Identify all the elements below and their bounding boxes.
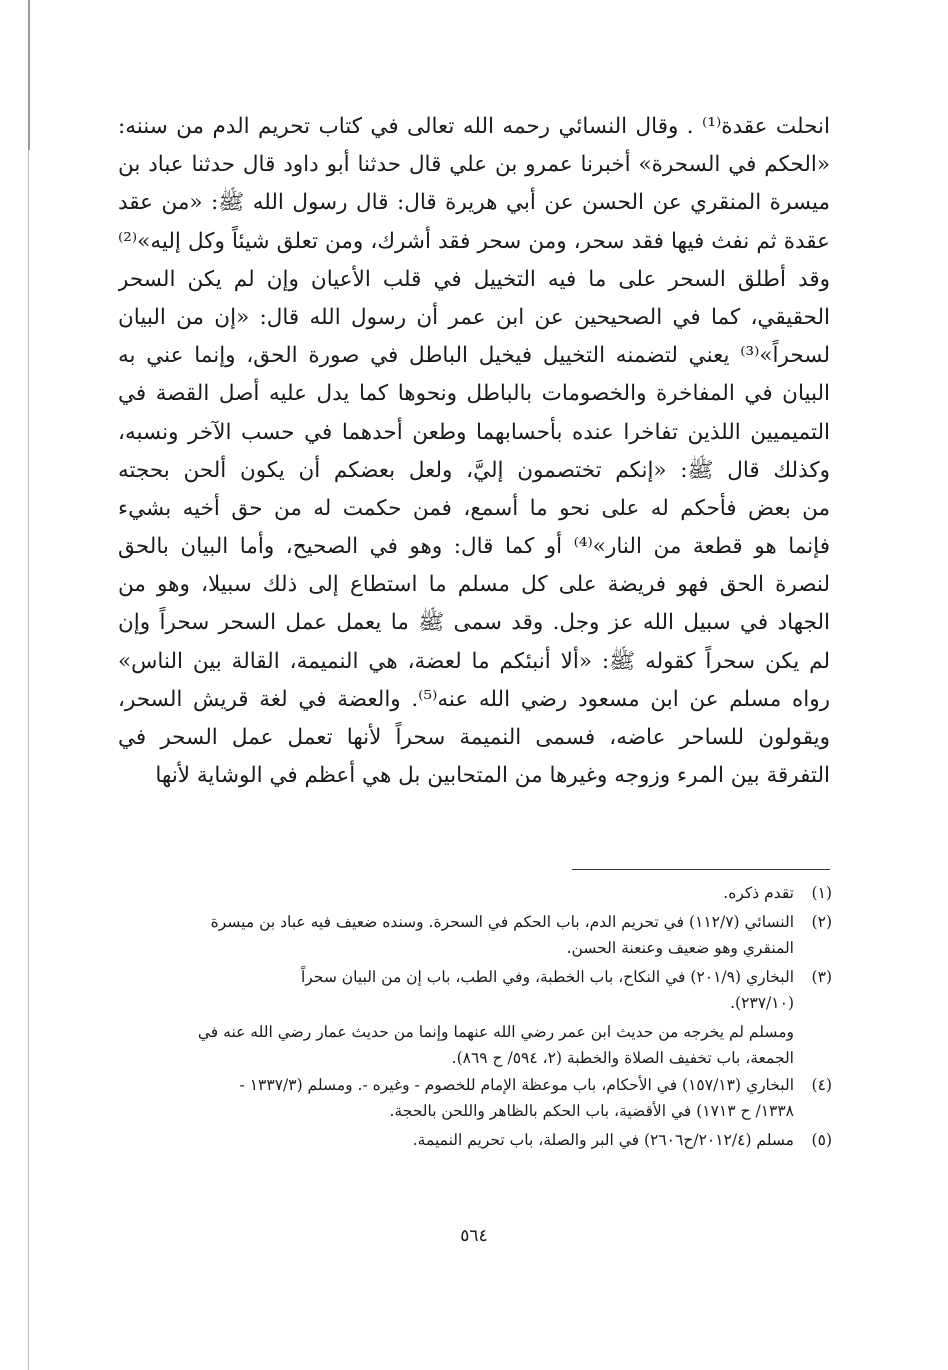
body-line: ميسرة المنقري عن الحسن عن أبي هريرة قال: قال رسول الله ﷺ: «من عقد	[118, 190, 830, 216]
footnote-2	[118, 909, 832, 962]
page-number: ٥٦٤	[460, 1226, 488, 1246]
body-line: وكذلك قال ﷺ: «إنكم تختصمون إليَّ، ولعل بعضكم أن يكون ألحن بحجته	[118, 457, 830, 483]
body-line: لم يكن سحراً كقوله ﷺ: «ألا أنبئكم ما لعضة، هي النميمة، القالة بين الناس»	[118, 648, 830, 674]
footnote-number: (١)	[811, 884, 832, 902]
footnote-4	[118, 1072, 832, 1125]
body-line: التميميين اللذين تفاخرا عنده بأحسابهما وطعن أحدهما في حسب الآخر ونسبه،	[118, 419, 830, 445]
body-line: ويقولون للساحر عاضه، فسمى النميمة سحراً لأنها تعمل عمل السحر في	[118, 725, 830, 750]
footnote-number: (٣)	[811, 967, 832, 986]
footnote-line: المنقري وهو ضعيف وعنعنة الحسن.	[566, 939, 794, 957]
footnotes	[118, 880, 832, 1155]
footnote-line: تقدم ذكره.	[723, 884, 794, 902]
body-line: التفرقة بين المرء وزوجه وغيرها من المتحابين بل هي أعظم في الوشاية لأنها	[155, 763, 830, 789]
footnote-separator	[572, 869, 830, 870]
page-binding-mark	[28, 0, 30, 150]
footnote-line: مسلم (٢٠١٢/٤/ح٢٦٠٦) في البر والصلة، باب تحريم النميمة.	[412, 1130, 794, 1149]
body-line: عقدة ثم نفث فيها فقد سحر، ومن سحر فقد أشرك، ومن تعلق شيئاً وكل إليه»⁽²⁾	[118, 228, 830, 254]
footnote-3	[118, 964, 832, 1017]
footnote-3-continuation	[118, 1019, 832, 1072]
footnote-line: النسائي (١١٢/٧) في تحريم الدم، باب الحكم في السحرة. وسنده ضعيف فيه عباد بن ميسرة	[210, 912, 794, 931]
footnote-text	[118, 964, 794, 1017]
footnote-number: (٤)	[811, 1075, 832, 1094]
footnote-number: (٢)	[811, 912, 832, 931]
body-line: فإنما هو قطعة من النار»⁽⁴⁾ أو كما قال: وهو في الصحيح، وأما البيان بالحق	[118, 534, 830, 560]
footnote-5	[118, 1127, 832, 1154]
footnote-1	[118, 880, 832, 907]
footnote-number: (٥)	[811, 1130, 832, 1149]
footnote-text	[118, 1072, 794, 1125]
body-line: رواه مسلم عن ابن مسعود رضي الله عنه⁽⁵⁾. والعضة في لغة قريش السحر،	[118, 686, 830, 712]
footnote-line: ومسلم لم يخرجه من حديث ابن عمر رضي الله عنهما وإنما من حديث عمار رضي الله عنه في	[197, 1022, 794, 1041]
body-line: وقد أطلق السحر على ما فيه التخييل في قلب الأعيان وإن لم يكن السحر	[118, 266, 830, 292]
footnote-line: الجمعة، باب تخفيف الصلاة والخطبة (٢، ٥٩٤/ ح ٨٦٩).	[451, 1049, 794, 1067]
footnote-text	[118, 909, 794, 962]
body-line: الحقيقي، كما في الصحيحين عن ابن عمر أن رسول الله قال: «إن من البيان	[118, 304, 830, 330]
footnote-line: (٢٣٧/١٠).	[730, 994, 794, 1012]
footnote-text	[118, 1127, 794, 1154]
footnote-line: البخاري (١٥٧/١٣) في الأحكام، باب موعظة الإمام للخصوم - وغيره -. ومسلم (١٣٣٧/٣ -	[239, 1075, 794, 1094]
footnote-text	[118, 880, 794, 907]
footnote-line: البخاري (٢٠١/٩) في النكاح، باب الخطبة، وفي الطب، باب إن من البيان سحراً	[300, 967, 794, 986]
main-text	[118, 108, 830, 795]
body-line: لسحراً»⁽³⁾ يعني لتضمنه التخييل فيخيل الباطل في صورة الحق، وإنما عني به	[118, 343, 830, 369]
footnote-line: ١٣٣٨/ ح ١٧١٣) في الأقضية، باب الحكم بالظاهر واللحن بالحجة.	[389, 1102, 794, 1120]
body-line: انحلت عقدة⁽¹⁾ . وقال النسائي رحمه الله تعالى في كتاب تحريم الدم من سننه:	[118, 114, 830, 139]
page-edge-line	[28, 0, 29, 1370]
body-line: لنصرة الحق فهو فريضة على كل مسلم ما استطاع إلى ذلك سبيلا، وهو من	[118, 572, 830, 598]
body-line: البيان في المفاخرة والخصومات بالباطل ونحوها كما يدل عليه أصل القصة في	[118, 381, 830, 407]
body-line: «الحكم في السحرة» أخبرنا عمرو بن علي قال حدثنا أبو داود قال حدثنا عباد بن	[118, 152, 830, 178]
body-line: الجهاد في سبيل الله عز وجل. وقد سمى ﷺ ما يعمل عمل السحر سحراً وإن	[118, 610, 830, 636]
body-line: من بعض فأحكم له على نحو ما أسمع، فمن حكمت له من حق أخيه بشيء	[118, 495, 830, 521]
